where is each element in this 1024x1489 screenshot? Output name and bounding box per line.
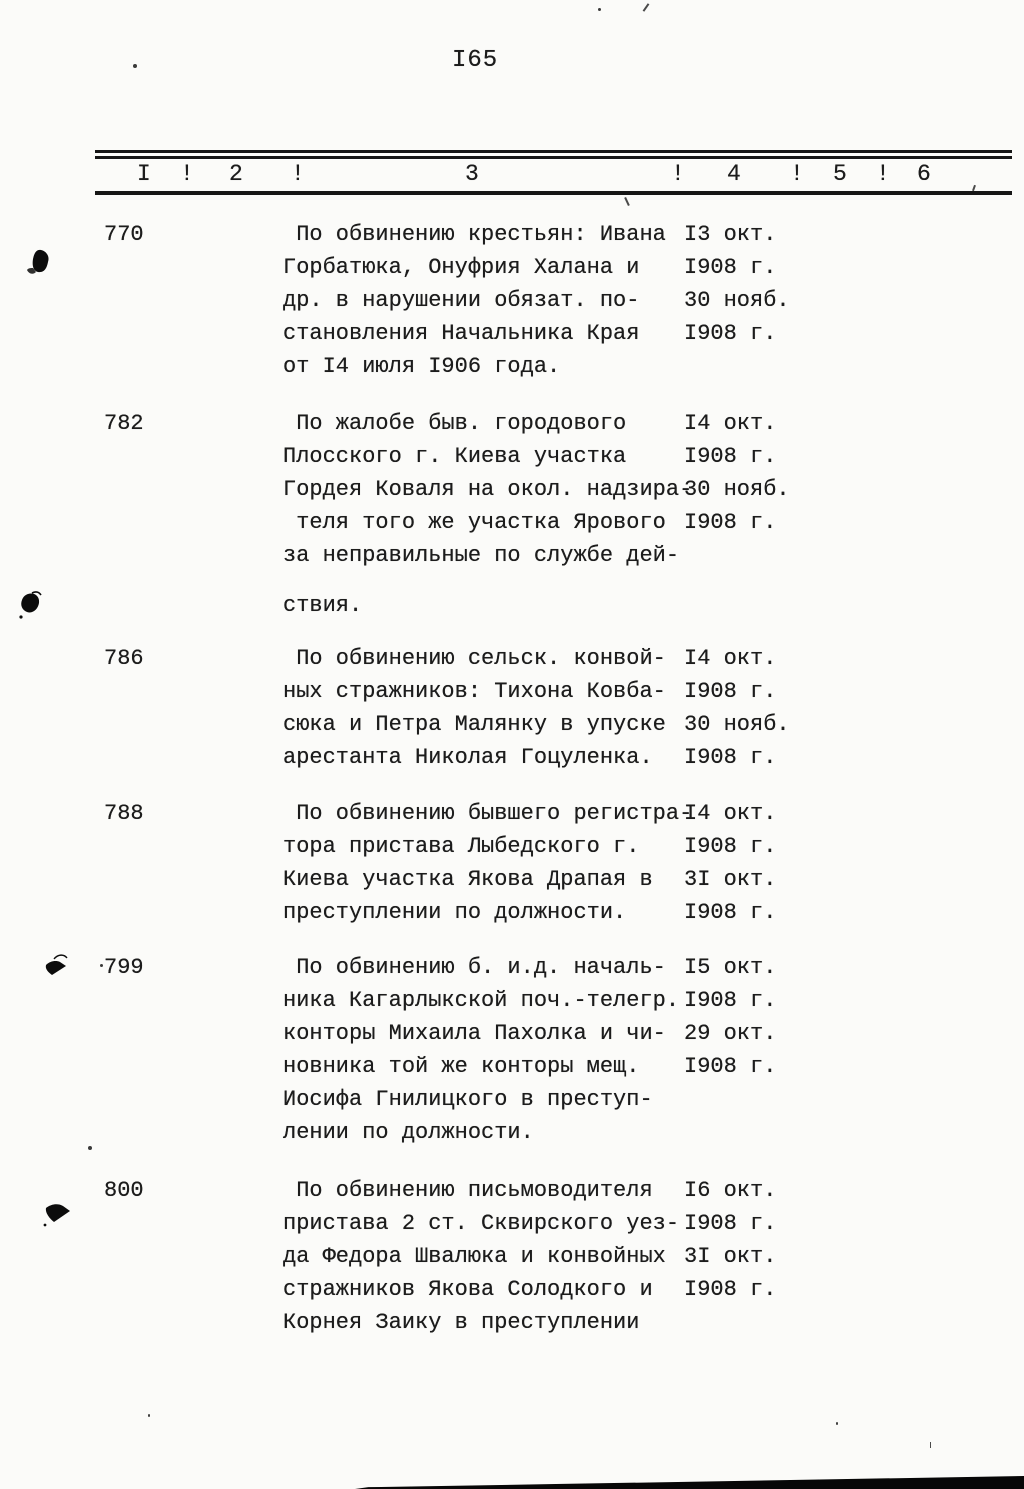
date-line: I908 г. bbox=[684, 988, 777, 1013]
entry-dates bbox=[684, 218, 864, 350]
description-line: По жалобе быв. городового bbox=[283, 411, 627, 436]
description-line: Горбатюка, Онуфрия Халана и bbox=[283, 255, 640, 280]
entry-dates bbox=[684, 407, 864, 539]
description-line: Гордея Коваля на окол. надзира- bbox=[283, 477, 693, 502]
page-number: I65 bbox=[452, 47, 499, 74]
date-line: I6 окт. bbox=[684, 1178, 777, 1203]
column-separator: ! bbox=[790, 161, 804, 187]
entry-number: 782 bbox=[104, 411, 144, 436]
speck bbox=[836, 1422, 838, 1425]
column-separator: ! bbox=[876, 161, 890, 187]
description-line: Плосского г. Киева участка bbox=[283, 444, 627, 469]
column-separator: ! bbox=[671, 161, 685, 187]
entry-description bbox=[283, 951, 723, 1149]
description-line: пристава 2 ст. Сквирского уез- bbox=[283, 1211, 680, 1236]
description-line: др. в нарушении обязат. по- bbox=[283, 288, 640, 313]
description-line: По обвинению бывшего регистра- bbox=[283, 801, 693, 826]
header-bottom-rule bbox=[95, 191, 1012, 195]
description-line: По обвинению сельск. конвой- bbox=[283, 646, 666, 671]
description-line: преступлении по должности. bbox=[283, 900, 627, 925]
description-line: лении по должности. bbox=[283, 1120, 534, 1145]
header-top-rule bbox=[95, 150, 1012, 159]
date-line: I908 г. bbox=[684, 679, 777, 704]
date-line: I908 г. bbox=[684, 255, 777, 280]
date-line: I908 г. bbox=[684, 321, 777, 346]
date-line: I908 г. bbox=[684, 745, 777, 770]
date-line: I908 г. bbox=[684, 1054, 777, 1079]
entry-description bbox=[283, 218, 723, 383]
scan-edge bbox=[355, 1476, 1024, 1489]
date-line: 3I окт. bbox=[684, 1244, 777, 1269]
column-header-2: 2 bbox=[229, 161, 243, 187]
date-line: I908 г. bbox=[684, 834, 777, 859]
description-line: Киева участка Якова Драпая в bbox=[283, 867, 653, 892]
entry-description bbox=[283, 797, 723, 929]
date-line: I5 окт. bbox=[684, 955, 777, 980]
speck bbox=[100, 964, 103, 967]
speck bbox=[930, 1442, 931, 1448]
speck bbox=[643, 3, 650, 12]
date-line: 30 нояб. bbox=[684, 712, 790, 737]
ink-blot-mark bbox=[42, 1198, 72, 1228]
entry-description bbox=[283, 1174, 723, 1339]
description-line: новника той же конторы мещ. bbox=[283, 1054, 640, 1079]
entry-dates bbox=[684, 1174, 864, 1306]
date-line: I4 окт. bbox=[684, 646, 777, 671]
entry-number: 800 bbox=[104, 1178, 144, 1203]
entry-number: 788 bbox=[104, 801, 144, 826]
date-line: 3I окт. bbox=[684, 867, 777, 892]
description-line: от I4 июля I906 года. bbox=[283, 354, 561, 379]
column-header-4: 4 bbox=[727, 161, 741, 187]
entry-description bbox=[283, 642, 723, 774]
description-line: за неправильные по службе дей- bbox=[283, 543, 680, 568]
description-line: стражников Якова Солодкого и bbox=[283, 1277, 653, 1302]
date-line: I908 г. bbox=[684, 444, 777, 469]
date-line: 30 нояб. bbox=[684, 477, 790, 502]
description-line: ника Кагарлыкской поч.-телегр. bbox=[283, 988, 680, 1013]
entry-dates bbox=[684, 951, 864, 1083]
entry-dates bbox=[684, 797, 864, 929]
column-separator: ! bbox=[180, 161, 194, 187]
entry-description bbox=[283, 407, 723, 622]
column-separator: ! bbox=[291, 161, 305, 187]
description-line: ствия. bbox=[283, 593, 363, 618]
description-line: арестанта Николая Гоцуленка. bbox=[283, 745, 653, 770]
description-line: теля того же участка Ярового bbox=[283, 510, 666, 535]
column-header-1: I bbox=[137, 161, 151, 187]
entry-dates bbox=[684, 642, 864, 774]
description-gap bbox=[283, 572, 723, 589]
date-line: 30 нояб. bbox=[684, 288, 790, 313]
date-line: I908 г. bbox=[684, 510, 777, 535]
column-header-6: 6 bbox=[917, 161, 931, 187]
entry-number: 770 bbox=[104, 222, 144, 247]
speck bbox=[148, 1414, 150, 1417]
description-line: да Федора Швалюка и конвойных bbox=[283, 1244, 666, 1269]
entry-number: 799 bbox=[104, 955, 144, 980]
description-line: ных стражников: Тихона Ковба- bbox=[283, 679, 666, 704]
table-header bbox=[95, 150, 1012, 195]
description-line: По обвинению письмоводителя bbox=[283, 1178, 653, 1203]
description-line: По обвинению крестьян: Ивана bbox=[283, 222, 666, 247]
date-line: 29 окт. bbox=[684, 1021, 777, 1046]
description-line: Иосифа Гнилицкого в преступ- bbox=[283, 1087, 653, 1112]
description-line: По обвинению б. и.д. началь- bbox=[283, 955, 666, 980]
date-line: I908 г. bbox=[684, 1277, 777, 1302]
speck bbox=[598, 8, 601, 11]
ink-blot-mark bbox=[24, 248, 54, 280]
ink-blot-mark bbox=[14, 588, 48, 622]
description-line: Корнея Заику в преступлении bbox=[283, 1310, 640, 1335]
speck bbox=[88, 1146, 92, 1150]
date-line: I908 г. bbox=[684, 900, 777, 925]
speck bbox=[624, 197, 630, 206]
entry-number: 786 bbox=[104, 646, 144, 671]
description-line: конторы Михаила Пахолка и чи- bbox=[283, 1021, 666, 1046]
date-line: I3 окт. bbox=[684, 222, 777, 247]
column-header-5: 5 bbox=[833, 161, 847, 187]
date-line: I908 г. bbox=[684, 1211, 777, 1236]
date-line: I4 окт. bbox=[684, 801, 777, 826]
date-line: I4 окт. bbox=[684, 411, 777, 436]
description-line: становления Начальника Края bbox=[283, 321, 640, 346]
description-line: сюка и Петра Малянку в упуске bbox=[283, 712, 666, 737]
speck bbox=[133, 64, 137, 68]
description-line: тора пристава Лыбедского г. bbox=[283, 834, 640, 859]
column-header-3: 3 bbox=[465, 161, 479, 187]
ink-blot-mark bbox=[42, 952, 70, 980]
